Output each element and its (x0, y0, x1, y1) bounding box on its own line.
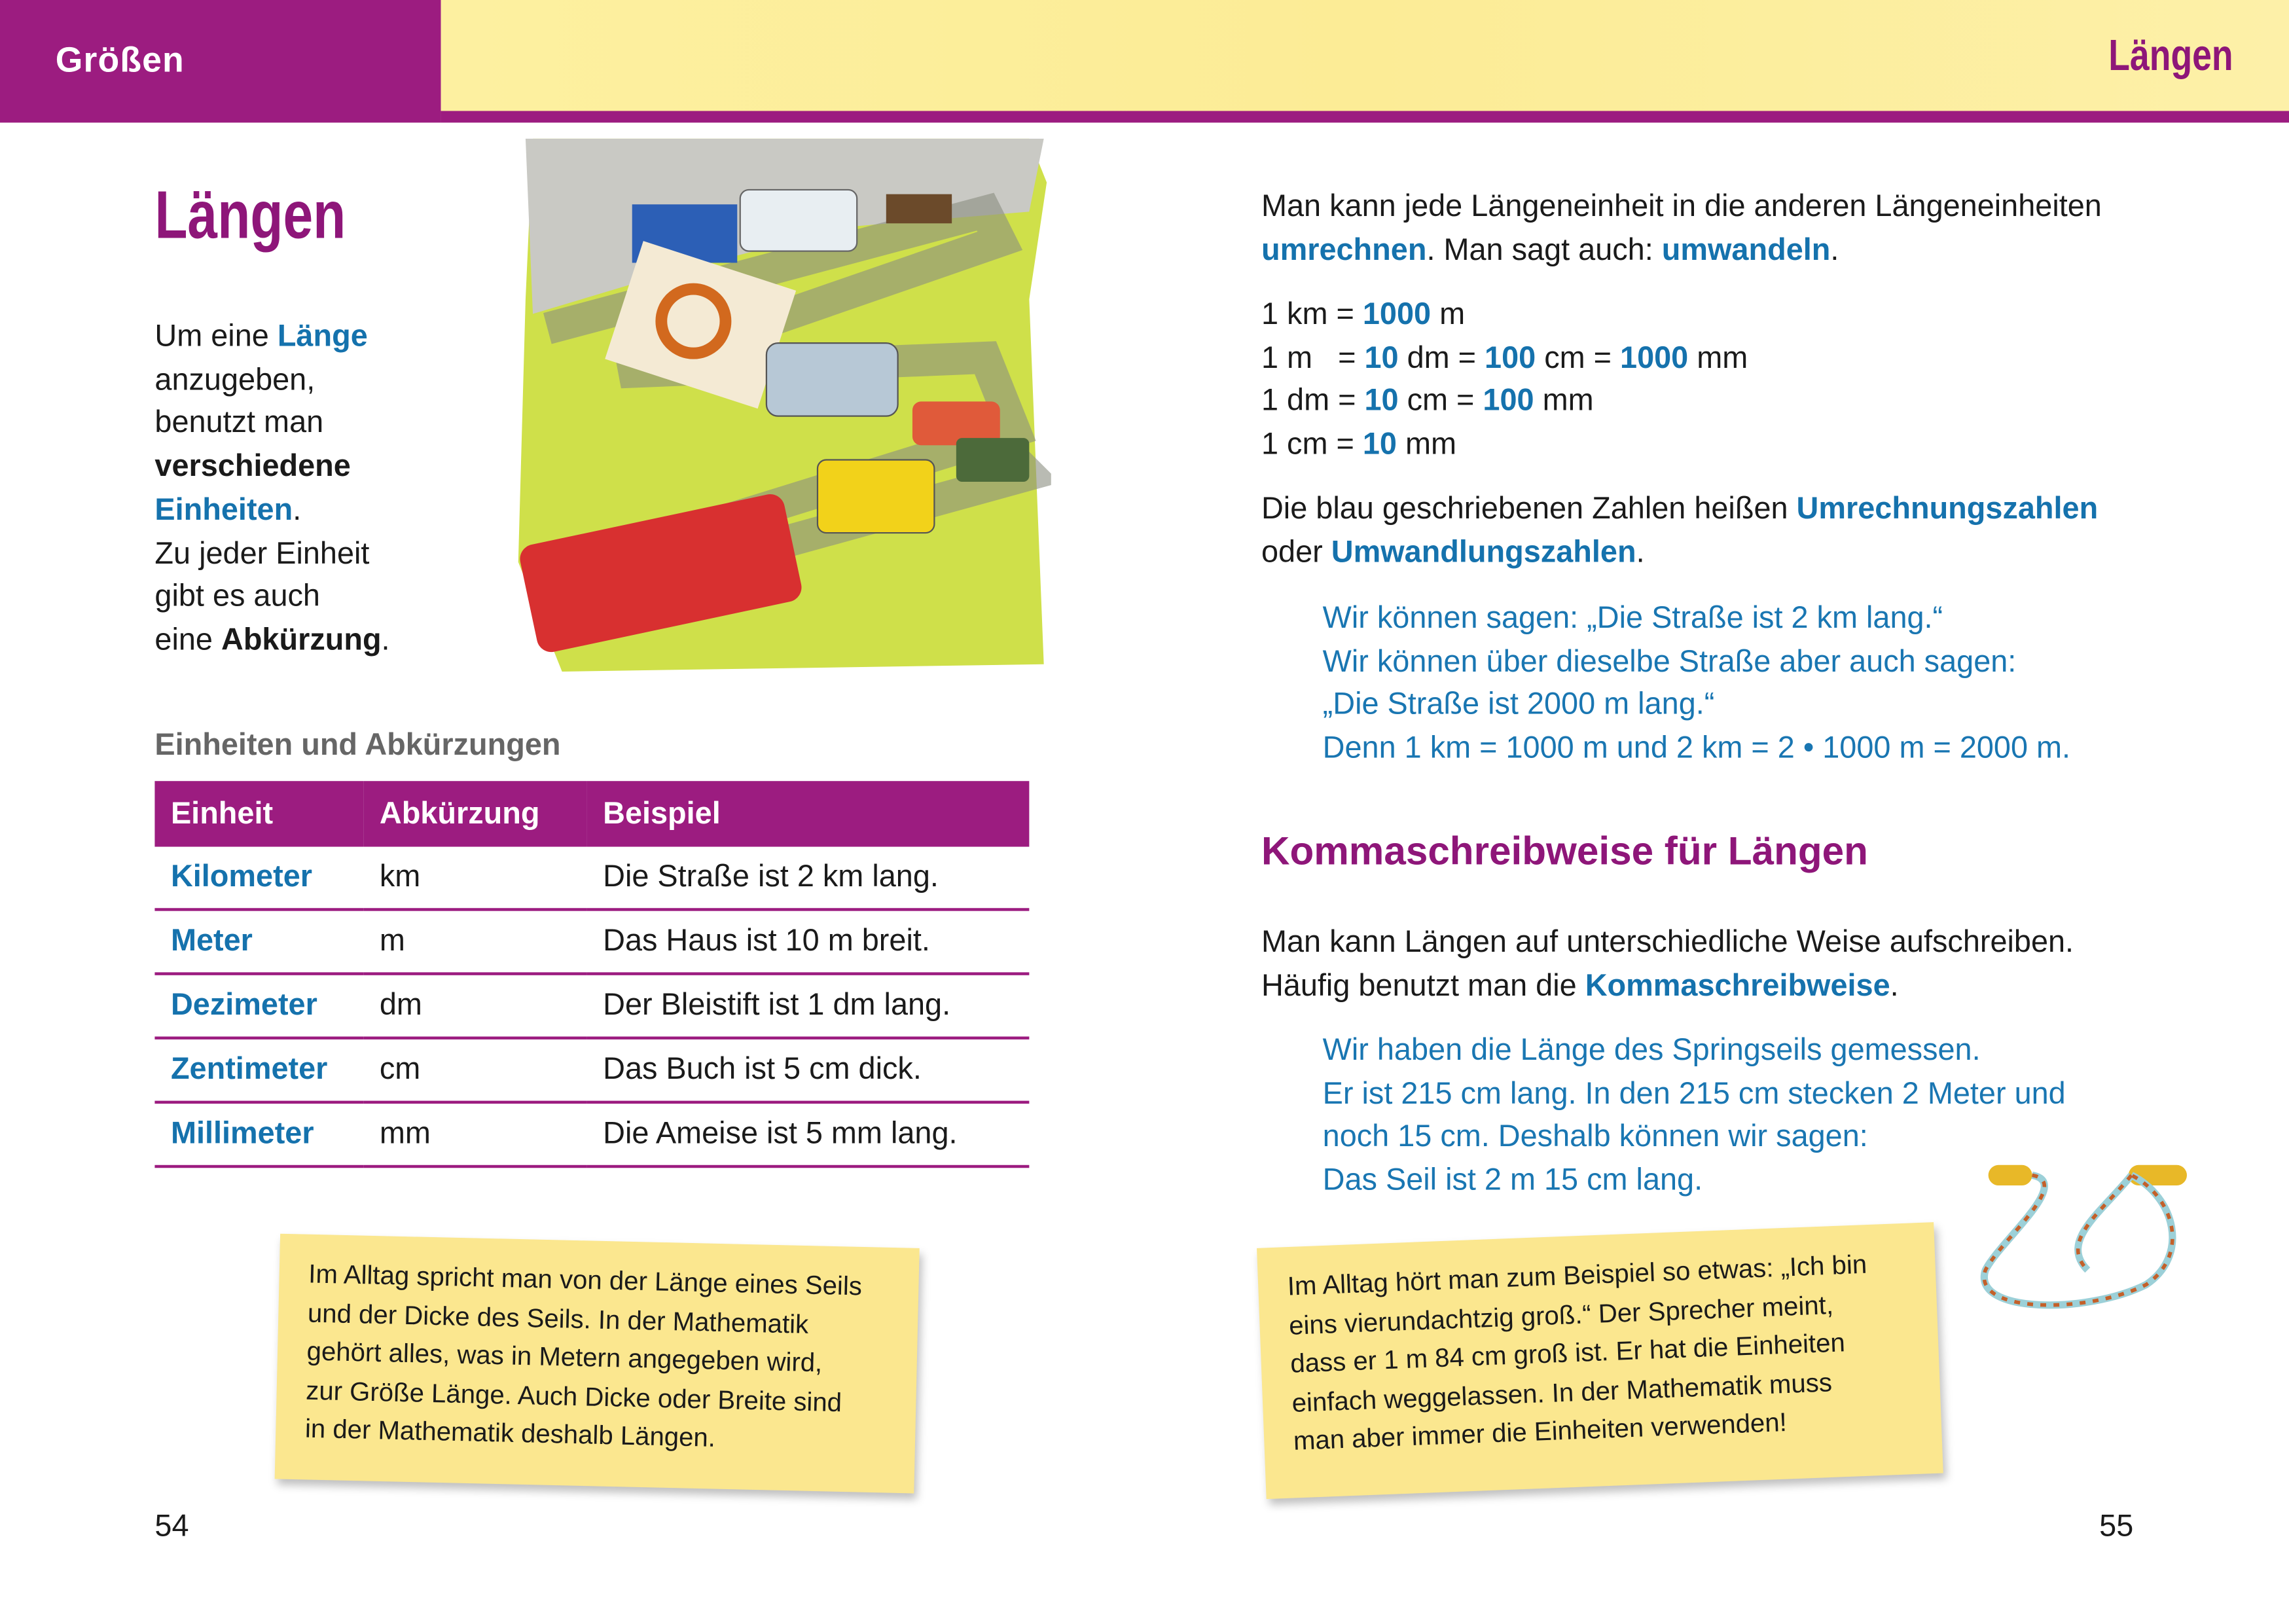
highlighted-term: 1000 (1620, 341, 1689, 375)
highlighted-term: 10 (1364, 341, 1399, 375)
text-span: 1 dm = (1261, 384, 1365, 418)
unit-name: Zentimeter (154, 1038, 363, 1102)
unit-example: Die Ameise ist 5 mm lang. (587, 1102, 1030, 1166)
unit-name: Dezimeter (154, 974, 363, 1038)
text-line: man aber immer die Einheiten verwenden! (1293, 1407, 1788, 1456)
text-line (154, 359, 389, 402)
highlighted-term: umrechnen (1261, 233, 1427, 267)
highlighted-term: Länge (277, 319, 368, 353)
bold-term: verschiedene (154, 450, 351, 484)
bold-term: Abkürzung (221, 623, 382, 657)
text-line: und der Dicke des Seils. In der Mathematik (307, 1297, 809, 1339)
text-line (154, 489, 389, 532)
text-span: 1 m = (1261, 341, 1365, 375)
text-line (1261, 228, 2102, 272)
example-road (1323, 597, 2070, 770)
text-line (1261, 380, 1748, 424)
text-line (1261, 921, 2074, 964)
table-row (154, 974, 1029, 1038)
units-table (154, 781, 1029, 1168)
highlighted-term: 1000 (1362, 297, 1432, 332)
highlighted-term: 100 (1485, 341, 1536, 375)
text-line: einfach weggelassen. In der Mathematik muss (1291, 1367, 1833, 1417)
text-span: . (293, 493, 302, 527)
text-span: mm (1534, 384, 1594, 418)
highlighted-term: Umrechnungszahlen (1796, 492, 2099, 526)
text-span: 1 km = (1261, 297, 1363, 332)
text-span: . (1636, 535, 1645, 569)
text-span: mm (1396, 427, 1457, 462)
table-row (154, 1038, 1029, 1102)
conversion-paragraph (1261, 185, 2102, 272)
text-line: noch 15 cm. Deshalb können wir sagen: (1322, 1120, 1868, 1154)
text-span: mm (1688, 341, 1748, 375)
highlighted-term: 10 (1362, 427, 1397, 462)
unit-name: Meter (154, 909, 363, 973)
text-line: Wir können über dieselbe Straße aber auch sagen: (1322, 645, 2017, 679)
text-line (154, 532, 389, 575)
text-span: Man kann Längen auf unterschiedliche Weise aufschreiben. (1261, 926, 2074, 960)
page-number-right: 55 (2099, 1509, 2134, 1543)
text-span: Die blau geschriebenen Zahlen heißen (1261, 492, 1797, 526)
unit-abbreviation: cm (363, 1038, 586, 1102)
text-line (1261, 337, 1748, 380)
unit-name: Kilometer (154, 847, 363, 910)
table-row (154, 1102, 1029, 1166)
text-line: Im Alltag spricht man von der Länge eines Seils (308, 1259, 863, 1301)
text-line (1261, 293, 1748, 336)
text-line (154, 316, 389, 359)
text-line (1261, 185, 2102, 228)
text-span: oder (1261, 535, 1331, 569)
text-span: cm = (1536, 341, 1621, 375)
section-label: Längen (2109, 32, 2234, 81)
highlighted-term: Einheiten (154, 493, 293, 527)
text-span: . Man sagt auch: (1426, 233, 1662, 267)
text-line: gehört alles, was in Metern angegeben wird, (306, 1336, 823, 1378)
unit-abbreviation: mm (363, 1102, 586, 1166)
text-line: Er ist 215 cm lang. In den 215 cm stecken 2 Meter und (1322, 1077, 2066, 1111)
column-header: Abkürzung (363, 781, 586, 846)
page-number-left: 54 (154, 1509, 189, 1543)
text-span: anzugeben, (154, 363, 315, 397)
unit-example: Das Buch ist 5 cm dick. (587, 1038, 1030, 1102)
text-line (154, 445, 389, 488)
text-line: „Die Straße ist 2000 m lang.“ (1322, 688, 1715, 722)
text-span: benutzt man (154, 406, 324, 441)
header-band-yellow (441, 0, 2289, 114)
text-line (1261, 488, 2098, 531)
info-note-left (275, 1234, 920, 1494)
highlighted-term: umwandeln (1661, 233, 1831, 267)
text-line (154, 575, 389, 619)
text-span: m (1431, 297, 1466, 332)
example-rope (1323, 1029, 2066, 1202)
table-title: Einheiten und Abkürzungen (154, 728, 561, 763)
conversion-numbers-paragraph (1261, 488, 2098, 574)
intro-paragraph (154, 316, 389, 662)
section-heading: Kommaschreibweise für Längen (1261, 829, 1868, 873)
text-span: Häufig benutzt man die (1261, 969, 1585, 1003)
unit-example: Der Bleistift ist 1 dm lang. (587, 974, 1030, 1038)
table-header-row (154, 781, 1029, 846)
text-span: eine (154, 623, 221, 657)
text-span: dm = (1398, 341, 1485, 375)
text-line (1261, 424, 1748, 467)
text-line: dass er 1 m 84 cm groß ist. Er hat die Einheiten (1289, 1327, 1846, 1379)
jump-rope-illustration (1971, 1153, 2205, 1321)
highlighted-term: 10 (1364, 384, 1399, 418)
notation-paragraph (1261, 921, 2074, 1007)
text-span: Zu jeder Einheit (154, 536, 370, 570)
table-row (154, 909, 1029, 973)
text-line (1261, 531, 2098, 574)
chapter-label: Größen (55, 41, 185, 81)
column-header: Einheit (154, 781, 363, 846)
highlighted-term: Kommaschreibweise (1585, 969, 1890, 1003)
highlighted-term: Umwandlungszahlen (1331, 535, 1636, 569)
unit-example: Das Haus ist 10 m breit. (587, 909, 1030, 973)
unit-name: Millimeter (154, 1102, 363, 1166)
text-line: Wir haben die Länge des Springseils gemessen. (1322, 1034, 1981, 1068)
text-line (154, 619, 389, 662)
table-row (154, 847, 1029, 910)
text-span: . (1890, 969, 1899, 1003)
text-line: Im Alltag hört man zum Beispiel so etwas: „Ich bin (1287, 1250, 1867, 1301)
text-line (154, 402, 389, 445)
page-title: Längen (154, 176, 346, 253)
text-span: . (381, 623, 390, 657)
info-note-right (1257, 1222, 1943, 1499)
unit-example: Die Straße ist 2 km lang. (587, 847, 1030, 910)
text-span: Man kann jede Längeneinheit in die anderen Längeneinheiten (1261, 189, 2102, 224)
unit-abbreviation: km (363, 847, 586, 910)
text-span: . (1830, 233, 1839, 267)
text-line (1261, 965, 2074, 1008)
text-line: Denn 1 km = 1000 m und 2 km = 2 • 1000 m = 2000 m. (1322, 731, 2071, 765)
conversion-equations (1261, 293, 1748, 467)
text-line: Wir können sagen: „Die Straße ist 2 km lang.“ (1322, 601, 1943, 636)
column-header: Beispiel (587, 781, 1030, 846)
text-span: 1 cm = (1261, 427, 1363, 462)
unit-abbreviation: m (363, 909, 586, 973)
text-line: eins vierundachtzig groß.“ Der Sprecher meint, (1288, 1290, 1834, 1340)
text-span: cm = (1398, 384, 1483, 418)
traffic-illustration (503, 124, 1051, 676)
text-line: zur Größe Länge. Auch Dicke oder Breite sind (305, 1375, 842, 1417)
highlighted-term: 100 (1483, 384, 1534, 418)
unit-abbreviation: dm (363, 974, 586, 1038)
header-divider (441, 111, 2289, 123)
text-line: Das Seil ist 2 m 15 cm lang. (1322, 1163, 1703, 1198)
text-span: Um eine (154, 319, 278, 353)
text-span: gibt es auch (154, 579, 320, 614)
text-line: in der Mathematik deshalb Längen. (304, 1413, 716, 1453)
